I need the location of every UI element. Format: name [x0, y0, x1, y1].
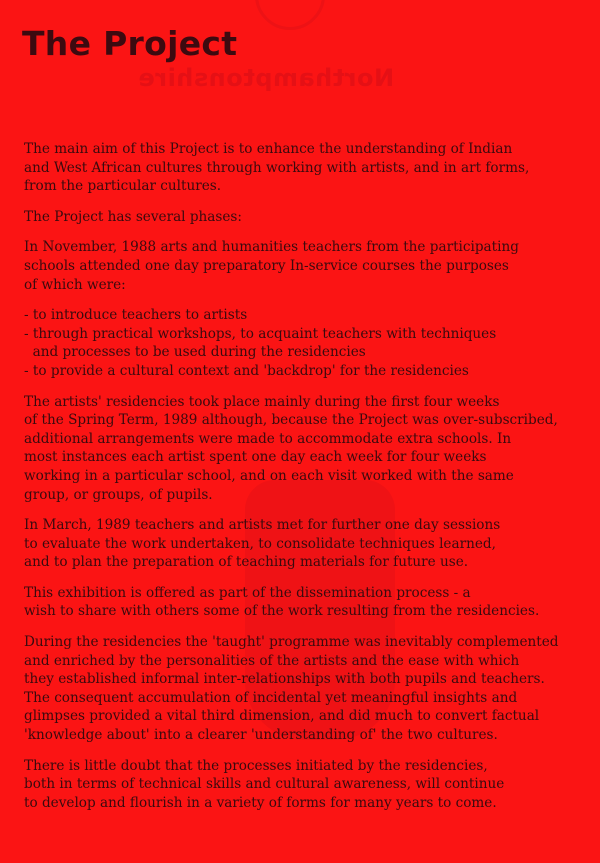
list-item-line: - through practical workshops, to acquaint teachers with techniques: [24, 325, 497, 342]
paragraph: [24, 393, 596, 505]
text-line: and West African cultures through working with artists, and in art forms,: [24, 159, 530, 176]
paragraph: [24, 516, 596, 572]
text-line: In November, 1988 arts and humanities teachers from the participating: [24, 239, 519, 256]
text-line: 'knowledge about' into a clearer 'understanding of' the two cultures.: [24, 727, 498, 744]
text-line: and to plan the preparation of teaching materials for future use.: [24, 554, 469, 571]
intro-paragraphs: [24, 140, 596, 294]
show-through-emblem: [255, 0, 325, 30]
show-through-watermark: Northamptonshire: [138, 64, 395, 92]
paragraph: [24, 584, 596, 621]
text-line: The consequent accumulation of incidental yet meaningful insights and: [24, 689, 518, 706]
body-paragraphs: [24, 393, 596, 813]
text-line: The main aim of this Project is to enhance the understanding of Indian: [24, 141, 513, 157]
text-line: glimpses provided a vital third dimension, and did much to convert factual: [24, 708, 540, 725]
text-line: of which were:: [24, 276, 126, 293]
paragraph: [24, 238, 596, 294]
paragraph: [24, 140, 596, 196]
text-line: from the particular cultures.: [24, 178, 222, 195]
text-line: The Project has several phases:: [24, 208, 242, 225]
paragraph: [24, 208, 596, 227]
page-title: The Project: [22, 24, 238, 63]
text-line: to develop and flourish in a variety of forms for many years to come.: [24, 794, 497, 811]
text-line: of the Spring Term, 1989 although, because the Project was over-subscribed,: [24, 412, 558, 429]
text-line: There is little doubt that the processes initiated by the residencies,: [24, 757, 488, 774]
text-line: additional arrangements were made to accommodate extra schools. In: [24, 430, 512, 447]
text-line: group, or groups, of pupils.: [24, 486, 213, 503]
list-item: [24, 306, 596, 325]
list-item: [24, 325, 596, 362]
text-line: During the residencies the 'taught' programme was inevitably complemented: [24, 634, 559, 651]
list-item-line: - to provide a cultural context and 'backdrop' for the residencies: [24, 362, 469, 379]
list-item: [24, 362, 596, 381]
purposes-list: [24, 306, 596, 380]
paragraph: [24, 757, 596, 813]
text-line: and enriched by the personalities of the artists and the ease with which: [24, 652, 520, 669]
document-body: [24, 140, 596, 824]
text-line: both in terms of technical skills and cultural awareness, will continue: [24, 776, 505, 793]
text-line: to evaluate the work undertaken, to consolidate techniques learned,: [24, 535, 496, 552]
text-line: most instances each artist spent one day each week for four weeks: [24, 449, 487, 466]
text-line: working in a particular school, and on each visit worked with the same: [24, 467, 514, 484]
text-line: wish to share with others some of the work resulting from the residencies.: [24, 603, 540, 620]
paragraph: [24, 633, 596, 745]
list-item-line: - to introduce teachers to artists: [24, 307, 248, 324]
text-line: they established informal inter-relationships with both pupils and teachers.: [24, 671, 545, 688]
text-line: The artists' residencies took place mainly during the first four weeks: [24, 393, 500, 410]
text-line: schools attended one day preparatory In-service courses the purposes: [24, 257, 509, 274]
text-line: This exhibition is offered as part of the dissemination process - a: [24, 584, 471, 601]
list-item-line: and processes to be used during the residencies: [24, 344, 366, 361]
text-line: In March, 1989 teachers and artists met for further one day sessions: [24, 517, 501, 534]
